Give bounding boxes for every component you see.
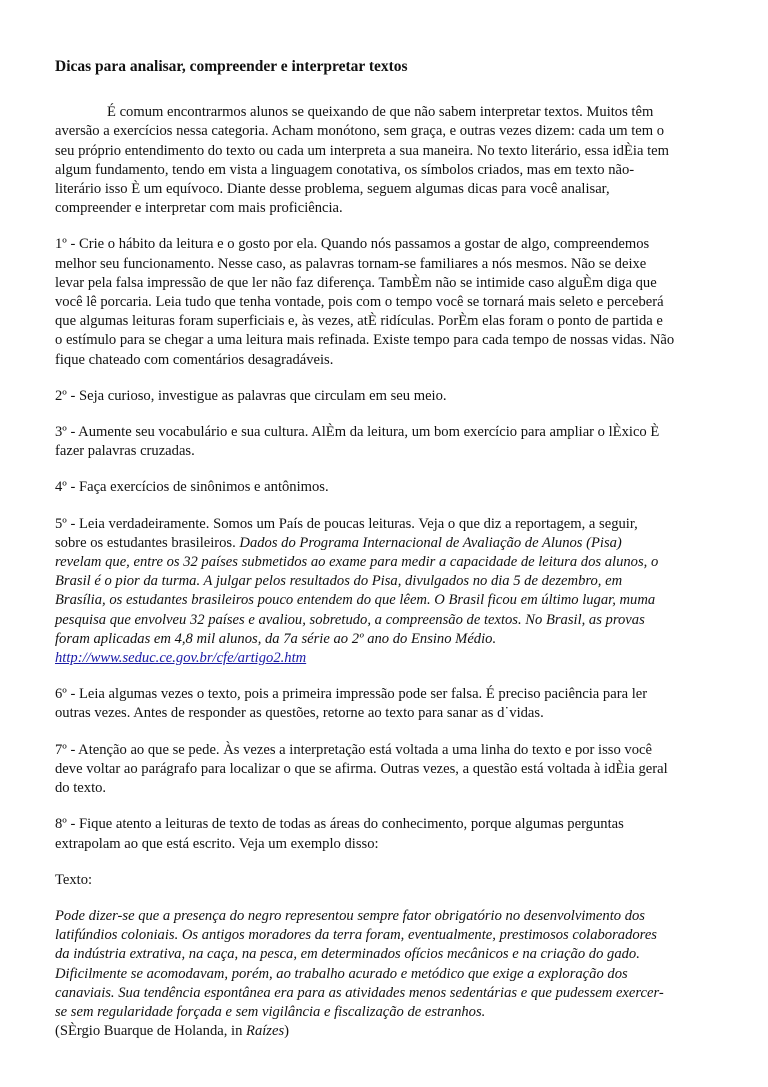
tip-3-paragraph (55, 423, 715, 461)
text-line: 8º - Fique atento a leituras de texto de todas as áreas do conhecimento, porque algumas perguntas (55, 816, 624, 833)
texto-label (55, 871, 715, 890)
document-page (55, 47, 715, 1058)
quote-text: Brasil é o pior da turma. A julgar pelos resultados do Pisa, divulgados no dia 5 de dezembro, em (55, 573, 623, 590)
quote-text: latifúndios coloniais. Os antigos moradores da terra foram, eventualmente, prestimosos colaboradores (55, 927, 657, 944)
text-line: algum fundamento, tendo em vista a linguagem conotativa, os símbolos criados, mas em texto não- (55, 161, 635, 178)
quoted-excerpt (55, 907, 715, 1041)
citation-end: ) (284, 1023, 290, 1040)
text-line: compreender e interpretar com mais proficiência. (55, 200, 343, 217)
quote-text: foram aplicadas em 4,8 mil alunos, da 7a série ao 2º ano do Ensino Médio. (55, 630, 497, 647)
quote-text: revelam que, entre os 32 países submetidos ao exame para medir a capacidade de leitura dos alunos, o (55, 554, 659, 571)
text-line: 7º - Atenção ao que se pede. Às vezes a interpretação está voltada a uma linha do texto e por isso você (55, 741, 652, 758)
text-line: deve voltar ao parágrafo para localizar o que se afirma. Outras vezes, a questão está voltada à idÈia geral (55, 760, 668, 777)
text-line: 5º - Leia verdadeiramente. Somos um País de poucas leituras. Veja o que diz a reportagem, a seguir, (55, 515, 638, 532)
tip-7-paragraph (55, 741, 715, 799)
text-line: do texto. (55, 780, 107, 797)
text-line: 3º - Aumente seu vocabulário e sua cultura. AlÈm da leitura, um bom exercício para ampliar o lÈxico È (55, 424, 660, 441)
text-line: Texto: (55, 871, 93, 888)
quote-text: da indústria extrativa, na caça, na pesca, em determinados ofícios mecânicos e na criação do gado. (55, 946, 640, 963)
tip-4-paragraph (55, 478, 715, 497)
citation-book-title: Raízes (246, 1023, 285, 1040)
tip-2-paragraph (55, 387, 715, 406)
text-line: seu próprio entendimento do texto ou cada um interpreta a sua maneira. No texto literário, essa idÈia tem (55, 142, 669, 159)
tip-1-paragraph (55, 235, 715, 369)
text-plain: sobre os estudantes brasileiros. (55, 534, 240, 551)
quote-text: canaviais. Sua tendência espontânea era para as atividades menos sedentárias e que pudessem exercer- (55, 984, 664, 1001)
text-line: fique chateado com comentários desagradáveis. (55, 351, 334, 368)
text-line: 2º - Seja curioso, investigue as palavras que circulam em seu meio. (55, 387, 447, 404)
citation (55, 1022, 715, 1041)
text-line: extrapolam ao que está escrito. Veja um exemplo disso: (55, 835, 379, 852)
text-line: levar pela falsa impressão de que ler não faz diferença. TambÈm não se intimide caso alguÈm diga que (55, 274, 657, 291)
intro-paragraph (55, 103, 715, 218)
citation-text: (SÈrgio Buarque de Holanda, in (55, 1023, 247, 1040)
text-line: o estímulo para se chegar a uma leitura mais refinada. Existe tempo para cada tempo de nossas vidas. Não (55, 332, 675, 349)
text-line-mixed (55, 534, 715, 553)
quote-text: Dados do Programa Internacional de Avaliação de Alunos (Pisa) (239, 534, 622, 551)
quote-text: Brasília, os estudantes brasileiros pouco entendem do que lêem. O Brasil ficou em último lugar, muma (55, 592, 656, 609)
tip-6-paragraph (55, 685, 715, 723)
document-title: Dicas para analisar, compreender e interpretar textos (55, 58, 408, 75)
text-line: que algumas leituras foram superficiais e, às vezes, atÈ ridículas. PorÈm elas foram o ponto de partida e (55, 313, 663, 330)
quote-text: pesquisa que envolveu 32 países e avaliou, sobretudo, a compreensão de textos. No Brasil, as provas (55, 611, 645, 628)
quote-text: se sem regularidade forçada e sem vigilância e fiscalização de estranhos. (55, 1003, 486, 1020)
text-line: 4º - Faça exercícios de sinônimos e antônimos. (55, 479, 329, 496)
text-line: aversão a exercícios nessa categoria. Acham monótono, sem graça, e outras vezes dizem: cada um tem o (55, 123, 665, 140)
text-line: fazer palavras cruzadas. (55, 443, 195, 460)
text-line: 6º - Leia algumas vezes o texto, pois a primeira impressão pode ser falsa. É preciso paciência para ler (55, 686, 648, 703)
tip-8-paragraph (55, 815, 715, 853)
quote-text: Dificilmente se acomodavam, porém, ao trabalho acurado e metódico que exige a exploração dos (55, 965, 628, 982)
text-line: você lê porcaria. Leia tudo que tenha vontade, pois com o tempo você se tornará mais seleto e perceberá (55, 294, 664, 311)
text-line: É comum encontrarmos alunos se queixando de que não sabem interpretar textos. Muitos têm (107, 104, 654, 121)
source-link[interactable]: http://www.seduc.ce.gov.br/cfe/artigo2.htm (55, 650, 307, 667)
text-line: literário isso È um equívoco. Diante desse problema, seguem algumas dicas para você analisar, (55, 181, 610, 198)
text-line: outras vezes. Antes de responder as questões, retorne ao texto para sanar as d˙vidas. (55, 705, 544, 722)
text-line: 1º - Crie o hábito da leitura e o gosto por ela. Quando nós passamos a gostar de algo, compreendemos (55, 236, 650, 253)
quote-text: Pode dizer-se que a presença do negro representou sempre fator obrigatório no desenvolvimento dos (55, 907, 645, 924)
text-line: melhor seu funcionamento. Nesse caso, as palavras tornam-se familiares a nós mesmos. Não se deixe (55, 255, 647, 272)
tip-5-paragraph (55, 515, 715, 669)
